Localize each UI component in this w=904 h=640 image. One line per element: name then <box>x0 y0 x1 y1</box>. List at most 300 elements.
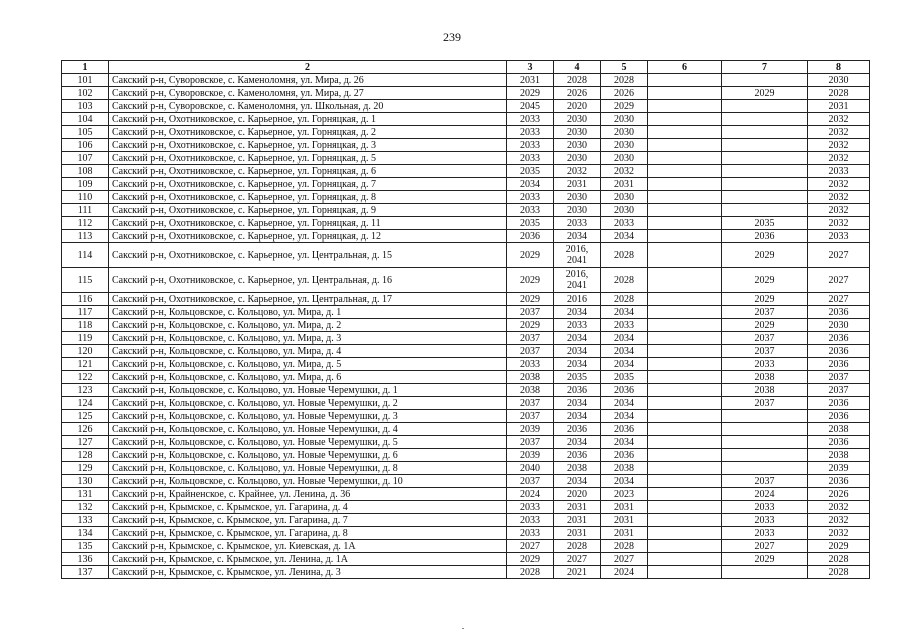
row-number-cell: 115 <box>62 268 109 293</box>
col-6-value-cell <box>648 268 722 293</box>
col-8-year-cell: 2039 <box>808 462 870 475</box>
row-number-cell: 103 <box>62 100 109 113</box>
col-7-year-cell: 2029 <box>722 553 808 566</box>
col-3-year-cell: 2033 <box>507 204 554 217</box>
header-cell: 8 <box>808 61 870 74</box>
col-6-value-cell <box>648 384 722 397</box>
table-row <box>62 553 870 566</box>
row-number-cell: 104 <box>62 113 109 126</box>
col-4-year-cell: 2028 <box>554 74 601 87</box>
col-4-year-cell: 2030 <box>554 113 601 126</box>
col-3-year-cell: 2037 <box>507 306 554 319</box>
col-5-year-cell: 2031 <box>601 501 648 514</box>
col-3-year-cell: 2033 <box>507 113 554 126</box>
col-8-year-cell: 2032 <box>808 191 870 204</box>
col-7-year-cell: 2038 <box>722 384 808 397</box>
col-6-value-cell <box>648 230 722 243</box>
row-number-cell: 123 <box>62 384 109 397</box>
col-5-year-cell: 2034 <box>601 397 648 410</box>
table-row <box>62 540 870 553</box>
col-8-year-cell: 2028 <box>808 566 870 579</box>
table-row <box>62 462 870 475</box>
col-4-year-cell: 2034 <box>554 306 601 319</box>
col-8-year-cell: 2029 <box>808 540 870 553</box>
address-cell: Сакский р-н, Кольцовское, с. Кольцово, ул. Новые Черемушки, д. 3 <box>109 410 507 423</box>
col-4-year-cell: 2034 <box>554 436 601 449</box>
table-row <box>62 488 870 501</box>
col-4-year-cell: 2028 <box>554 540 601 553</box>
address-cell: Сакский р-н, Крымское, с. Крымское, ул. Гагарина, д. 4 <box>109 501 507 514</box>
col-8-year-cell: 2036 <box>808 332 870 345</box>
table-row <box>62 152 870 165</box>
col-8-year-cell: 2037 <box>808 384 870 397</box>
row-number-cell: 130 <box>62 475 109 488</box>
table-row <box>62 293 870 306</box>
col-6-value-cell <box>648 293 722 306</box>
table-row <box>62 204 870 217</box>
col-6-value-cell <box>648 87 722 100</box>
col-4-year-cell: 2027 <box>554 553 601 566</box>
address-cell: Сакский р-н, Крымское, с. Крымское, ул. Гагарина, д. 7 <box>109 514 507 527</box>
col-7-year-cell: 2027 <box>722 540 808 553</box>
table-row <box>62 306 870 319</box>
col-7-year-cell <box>722 152 808 165</box>
col-3-year-cell: 2037 <box>507 475 554 488</box>
header-cell: 5 <box>601 61 648 74</box>
col-6-value-cell <box>648 319 722 332</box>
header-cell: 4 <box>554 61 601 74</box>
table-row <box>62 178 870 191</box>
row-number-cell: 107 <box>62 152 109 165</box>
table-row <box>62 397 870 410</box>
table-row <box>62 332 870 345</box>
row-number-cell: 133 <box>62 514 109 527</box>
col-3-year-cell: 2037 <box>507 410 554 423</box>
table-row <box>62 371 870 384</box>
address-cell: Сакский р-н, Кольцовское, с. Кольцово, ул. Мира, д. 4 <box>109 345 507 358</box>
col-3-year-cell: 2045 <box>507 100 554 113</box>
col-3-year-cell: 2037 <box>507 332 554 345</box>
col-3-year-cell: 2031 <box>507 74 554 87</box>
table-row <box>62 358 870 371</box>
col-3-year-cell: 2040 <box>507 462 554 475</box>
col-5-year-cell: 2034 <box>601 230 648 243</box>
col-5-year-cell: 2034 <box>601 332 648 345</box>
row-number-cell: 110 <box>62 191 109 204</box>
col-7-year-cell: 2037 <box>722 306 808 319</box>
table-row <box>62 436 870 449</box>
row-number-cell: 119 <box>62 332 109 345</box>
row-number-cell: 126 <box>62 423 109 436</box>
col-4-year-cell: 2038 <box>554 462 601 475</box>
col-8-year-cell: 2032 <box>808 217 870 230</box>
col-8-year-cell: 2032 <box>808 178 870 191</box>
col-3-year-cell: 2033 <box>507 139 554 152</box>
address-cell: Сакский р-н, Кольцовское, с. Кольцово, ул. Новые Черемушки, д. 6 <box>109 449 507 462</box>
address-cell: Сакский р-н, Кольцовское, с. Кольцово, ул. Мира, д. 1 <box>109 306 507 319</box>
col-6-value-cell <box>648 74 722 87</box>
table-row <box>62 243 870 268</box>
row-number-cell: 114 <box>62 243 109 268</box>
col-3-year-cell: 2029 <box>507 268 554 293</box>
col-5-year-cell: 2034 <box>601 306 648 319</box>
table-row <box>62 100 870 113</box>
table-row <box>62 74 870 87</box>
col-4-year-cell: 2030 <box>554 139 601 152</box>
col-3-year-cell: 2038 <box>507 371 554 384</box>
address-cell: Сакский р-н, Крайненское, с. Крайнее, ул. Ленина, д. 36 <box>109 488 507 501</box>
col-3-year-cell: 2037 <box>507 397 554 410</box>
col-7-year-cell <box>722 191 808 204</box>
row-number-cell: 101 <box>62 74 109 87</box>
col-3-year-cell: 2033 <box>507 126 554 139</box>
col-7-year-cell <box>722 165 808 178</box>
col-6-value-cell <box>648 126 722 139</box>
col-7-year-cell <box>722 410 808 423</box>
col-8-year-cell: 2036 <box>808 358 870 371</box>
col-3-year-cell: 2037 <box>507 436 554 449</box>
row-number-cell: 137 <box>62 566 109 579</box>
table-row <box>62 126 870 139</box>
col-8-year-cell: 2032 <box>808 113 870 126</box>
row-number-cell: 116 <box>62 293 109 306</box>
col-4-year-cell: 2031 <box>554 178 601 191</box>
col-5-year-cell: 2031 <box>601 527 648 540</box>
col-8-year-cell: 2032 <box>808 527 870 540</box>
col-5-year-cell: 2030 <box>601 139 648 152</box>
col-8-year-cell: 2038 <box>808 449 870 462</box>
row-number-cell: 136 <box>62 553 109 566</box>
col-6-value-cell <box>648 501 722 514</box>
data-table <box>61 60 870 579</box>
col-4-year-cell: 2031 <box>554 527 601 540</box>
col-7-year-cell: 2029 <box>722 87 808 100</box>
col-5-year-cell: 2034 <box>601 475 648 488</box>
col-7-year-cell: 2037 <box>722 332 808 345</box>
col-6-value-cell <box>648 527 722 540</box>
col-7-year-cell <box>722 74 808 87</box>
col-5-year-cell: 2036 <box>601 449 648 462</box>
address-cell: Сакский р-н, Кольцовское, с. Кольцово, ул. Новые Черемушки, д. 10 <box>109 475 507 488</box>
col-3-year-cell: 2035 <box>507 217 554 230</box>
col-6-value-cell <box>648 449 722 462</box>
col-4-year-cell: 2034 <box>554 410 601 423</box>
row-number-cell: 127 <box>62 436 109 449</box>
col-7-year-cell: 2036 <box>722 230 808 243</box>
col-4-year-cell: 2016, 2041 <box>554 268 601 293</box>
col-3-year-cell: 2037 <box>507 345 554 358</box>
row-number-cell: 102 <box>62 87 109 100</box>
address-cell: Сакский р-н, Охотниковское, с. Карьерное, ул. Горняцкая, д. 12 <box>109 230 507 243</box>
address-cell: Сакский р-н, Кольцовское, с. Кольцово, ул. Мира, д. 6 <box>109 371 507 384</box>
col-6-value-cell <box>648 217 722 230</box>
col-8-year-cell: 2036 <box>808 436 870 449</box>
col-3-year-cell: 2038 <box>507 384 554 397</box>
row-number-cell: 105 <box>62 126 109 139</box>
col-7-year-cell <box>722 423 808 436</box>
col-5-year-cell: 2036 <box>601 384 648 397</box>
header-cell: 3 <box>507 61 554 74</box>
col-6-value-cell <box>648 410 722 423</box>
col-6-value-cell <box>648 475 722 488</box>
col-4-year-cell: 2036 <box>554 449 601 462</box>
col-7-year-cell: 2033 <box>722 527 808 540</box>
col-7-year-cell: 2024 <box>722 488 808 501</box>
col-8-year-cell: 2032 <box>808 152 870 165</box>
col-5-year-cell: 2031 <box>601 514 648 527</box>
col-7-year-cell: 2029 <box>722 293 808 306</box>
col-6-value-cell <box>648 345 722 358</box>
col-4-year-cell: 2021 <box>554 566 601 579</box>
col-8-year-cell: 2036 <box>808 306 870 319</box>
col-8-year-cell: 2037 <box>808 371 870 384</box>
header-cell: 7 <box>722 61 808 74</box>
address-cell: Сакский р-н, Крымское, с. Крымское, ул. Гагарина, д. 8 <box>109 527 507 540</box>
address-cell: Сакский р-н, Охотниковское, с. Карьерное, ул. Горняцкая, д. 2 <box>109 126 507 139</box>
col-3-year-cell: 2033 <box>507 514 554 527</box>
address-cell: Сакский р-н, Охотниковское, с. Карьерное, ул. Центральная, д. 16 <box>109 268 507 293</box>
col-5-year-cell: 2031 <box>601 178 648 191</box>
col-8-year-cell: 2031 <box>808 100 870 113</box>
col-8-year-cell: 2027 <box>808 243 870 268</box>
col-3-year-cell: 2033 <box>507 501 554 514</box>
col-3-year-cell: 2029 <box>507 243 554 268</box>
table-row <box>62 514 870 527</box>
address-cell: Сакский р-н, Охотниковское, с. Карьерное, ул. Центральная, д. 15 <box>109 243 507 268</box>
address-cell: Сакский р-н, Охотниковское, с. Карьерное, ул. Центральная, д. 17 <box>109 293 507 306</box>
col-5-year-cell: 2029 <box>601 100 648 113</box>
col-7-year-cell: 2029 <box>722 268 808 293</box>
table-row <box>62 268 870 293</box>
table-row <box>62 410 870 423</box>
col-4-year-cell: 2030 <box>554 126 601 139</box>
col-5-year-cell: 2034 <box>601 358 648 371</box>
address-cell: Сакский р-н, Кольцовское, с. Кольцово, ул. Новые Черемушки, д. 1 <box>109 384 507 397</box>
col-8-year-cell: 2032 <box>808 139 870 152</box>
address-cell: Сакский р-н, Кольцовское, с. Кольцово, ул. Новые Черемушки, д. 4 <box>109 423 507 436</box>
header-cell: 2 <box>109 61 507 74</box>
col-8-year-cell: 2026 <box>808 488 870 501</box>
col-4-year-cell: 2020 <box>554 488 601 501</box>
col-8-year-cell: 2038 <box>808 423 870 436</box>
row-number-cell: 111 <box>62 204 109 217</box>
col-4-year-cell: 2034 <box>554 230 601 243</box>
row-number-cell: 122 <box>62 371 109 384</box>
address-cell: Сакский р-н, Кольцовское, с. Кольцово, ул. Новые Черемушки, д. 8 <box>109 462 507 475</box>
col-8-year-cell: 2030 <box>808 74 870 87</box>
col-7-year-cell <box>722 139 808 152</box>
col-6-value-cell <box>648 371 722 384</box>
col-5-year-cell: 2028 <box>601 243 648 268</box>
row-number-cell: 118 <box>62 319 109 332</box>
address-cell: Сакский р-н, Охотниковское, с. Карьерное, ул. Горняцкая, д. 11 <box>109 217 507 230</box>
col-5-year-cell: 2023 <box>601 488 648 501</box>
address-cell: Сакский р-н, Крымское, с. Крымское, ул. Ленина, д. 3 <box>109 566 507 579</box>
col-4-year-cell: 2036 <box>554 384 601 397</box>
col-4-year-cell: 2030 <box>554 204 601 217</box>
col-6-value-cell <box>648 152 722 165</box>
col-6-value-cell <box>648 462 722 475</box>
col-7-year-cell: 2037 <box>722 397 808 410</box>
address-cell: Сакский р-н, Охотниковское, с. Карьерное, ул. Горняцкая, д. 8 <box>109 191 507 204</box>
col-4-year-cell: 2032 <box>554 165 601 178</box>
header-cell: 1 <box>62 61 109 74</box>
col-4-year-cell: 2031 <box>554 514 601 527</box>
scan-speck <box>462 628 464 629</box>
table-row <box>62 345 870 358</box>
col-8-year-cell: 2027 <box>808 293 870 306</box>
col-4-year-cell: 2030 <box>554 152 601 165</box>
table-row <box>62 527 870 540</box>
row-number-cell: 120 <box>62 345 109 358</box>
address-cell: Сакский р-н, Крымское, с. Крымское, ул. Ленина, д. 1А <box>109 553 507 566</box>
col-8-year-cell: 2036 <box>808 397 870 410</box>
col-4-year-cell: 2034 <box>554 475 601 488</box>
col-6-value-cell <box>648 436 722 449</box>
col-8-year-cell: 2032 <box>808 514 870 527</box>
col-4-year-cell: 2033 <box>554 217 601 230</box>
col-3-year-cell: 2035 <box>507 165 554 178</box>
row-number-cell: 135 <box>62 540 109 553</box>
col-8-year-cell: 2032 <box>808 204 870 217</box>
row-number-cell: 113 <box>62 230 109 243</box>
col-4-year-cell: 2034 <box>554 332 601 345</box>
row-number-cell: 132 <box>62 501 109 514</box>
col-5-year-cell: 2030 <box>601 126 648 139</box>
page-number: 239 <box>443 30 461 44</box>
table-row <box>62 139 870 152</box>
col-7-year-cell <box>722 204 808 217</box>
row-number-cell: 121 <box>62 358 109 371</box>
col-6-value-cell <box>648 139 722 152</box>
col-5-year-cell: 2030 <box>601 152 648 165</box>
col-5-year-cell: 2027 <box>601 553 648 566</box>
col-4-year-cell: 2035 <box>554 371 601 384</box>
col-7-year-cell <box>722 178 808 191</box>
col-5-year-cell: 2035 <box>601 371 648 384</box>
col-4-year-cell: 2016, 2041 <box>554 243 601 268</box>
col-7-year-cell: 2033 <box>722 501 808 514</box>
col-5-year-cell: 2034 <box>601 345 648 358</box>
col-6-value-cell <box>648 488 722 501</box>
col-7-year-cell <box>722 113 808 126</box>
table-row <box>62 384 870 397</box>
row-number-cell: 125 <box>62 410 109 423</box>
address-cell: Сакский р-н, Суворовское, с. Каменоломня, ул. Мира, д. 26 <box>109 74 507 87</box>
col-5-year-cell: 2030 <box>601 204 648 217</box>
col-5-year-cell: 2038 <box>601 462 648 475</box>
row-number-cell: 128 <box>62 449 109 462</box>
col-6-value-cell <box>648 358 722 371</box>
table-row <box>62 449 870 462</box>
col-6-value-cell <box>648 243 722 268</box>
table-row <box>62 217 870 230</box>
col-5-year-cell: 2033 <box>601 319 648 332</box>
address-cell: Сакский р-н, Суворовское, с. Каменоломня, ул. Мира, д. 27 <box>109 87 507 100</box>
col-7-year-cell: 2037 <box>722 475 808 488</box>
col-5-year-cell: 2030 <box>601 191 648 204</box>
col-8-year-cell: 2033 <box>808 230 870 243</box>
address-cell: Сакский р-н, Кольцовское, с. Кольцово, ул. Новые Черемушки, д. 5 <box>109 436 507 449</box>
address-cell: Сакский р-н, Кольцовское, с. Кольцово, ул. Новые Черемушки, д. 2 <box>109 397 507 410</box>
col-3-year-cell: 2033 <box>507 527 554 540</box>
address-cell: Сакский р-н, Охотниковское, с. Карьерное, ул. Горняцкая, д. 6 <box>109 165 507 178</box>
col-7-year-cell: 2033 <box>722 514 808 527</box>
col-3-year-cell: 2033 <box>507 358 554 371</box>
address-cell: Сакский р-н, Охотниковское, с. Карьерное, ул. Горняцкая, д. 3 <box>109 139 507 152</box>
col-5-year-cell: 2036 <box>601 423 648 436</box>
col-7-year-cell: 2038 <box>722 371 808 384</box>
table-header-row <box>62 61 870 74</box>
col-3-year-cell: 2039 <box>507 449 554 462</box>
row-number-cell: 134 <box>62 527 109 540</box>
table-body <box>62 74 870 579</box>
table-row <box>62 566 870 579</box>
col-7-year-cell: 2029 <box>722 243 808 268</box>
col-8-year-cell: 2028 <box>808 87 870 100</box>
col-7-year-cell <box>722 566 808 579</box>
col-5-year-cell: 2028 <box>601 74 648 87</box>
col-6-value-cell <box>648 191 722 204</box>
col-7-year-cell <box>722 436 808 449</box>
table-row <box>62 475 870 488</box>
col-4-year-cell: 2034 <box>554 358 601 371</box>
table-row <box>62 165 870 178</box>
col-6-value-cell <box>648 397 722 410</box>
col-4-year-cell: 2030 <box>554 191 601 204</box>
col-6-value-cell <box>648 566 722 579</box>
row-number-cell: 109 <box>62 178 109 191</box>
col-6-value-cell <box>648 100 722 113</box>
col-8-year-cell: 2036 <box>808 475 870 488</box>
table-row <box>62 319 870 332</box>
col-3-year-cell: 2036 <box>507 230 554 243</box>
row-number-cell: 129 <box>62 462 109 475</box>
col-5-year-cell: 2033 <box>601 217 648 230</box>
header-cell: 6 <box>648 61 722 74</box>
col-7-year-cell <box>722 449 808 462</box>
col-3-year-cell: 2024 <box>507 488 554 501</box>
col-8-year-cell: 2036 <box>808 410 870 423</box>
address-cell: Сакский р-н, Охотниковское, с. Карьерное, ул. Горняцкая, д. 9 <box>109 204 507 217</box>
col-8-year-cell: 2032 <box>808 126 870 139</box>
col-5-year-cell: 2028 <box>601 293 648 306</box>
col-5-year-cell: 2024 <box>601 566 648 579</box>
col-3-year-cell: 2033 <box>507 152 554 165</box>
col-6-value-cell <box>648 113 722 126</box>
col-5-year-cell: 2032 <box>601 165 648 178</box>
col-7-year-cell: 2029 <box>722 319 808 332</box>
col-6-value-cell <box>648 332 722 345</box>
col-7-year-cell <box>722 126 808 139</box>
col-8-year-cell: 2032 <box>808 501 870 514</box>
address-cell: Сакский р-н, Суворовское, с. Каменоломня, ул. Школьная, д. 20 <box>109 100 507 113</box>
col-7-year-cell: 2033 <box>722 358 808 371</box>
col-5-year-cell: 2026 <box>601 87 648 100</box>
address-cell: Сакский р-н, Крымское, с. Крымское, ул. Киевская, д. 1А <box>109 540 507 553</box>
col-8-year-cell: 2033 <box>808 165 870 178</box>
address-cell: Сакский р-н, Кольцовское, с. Кольцово, ул. Мира, д. 3 <box>109 332 507 345</box>
col-4-year-cell: 2016 <box>554 293 601 306</box>
col-4-year-cell: 2036 <box>554 423 601 436</box>
col-5-year-cell: 2034 <box>601 410 648 423</box>
col-8-year-cell: 2036 <box>808 345 870 358</box>
col-4-year-cell: 2026 <box>554 87 601 100</box>
col-3-year-cell: 2029 <box>507 87 554 100</box>
col-8-year-cell: 2030 <box>808 319 870 332</box>
col-6-value-cell <box>648 514 722 527</box>
table-row <box>62 87 870 100</box>
